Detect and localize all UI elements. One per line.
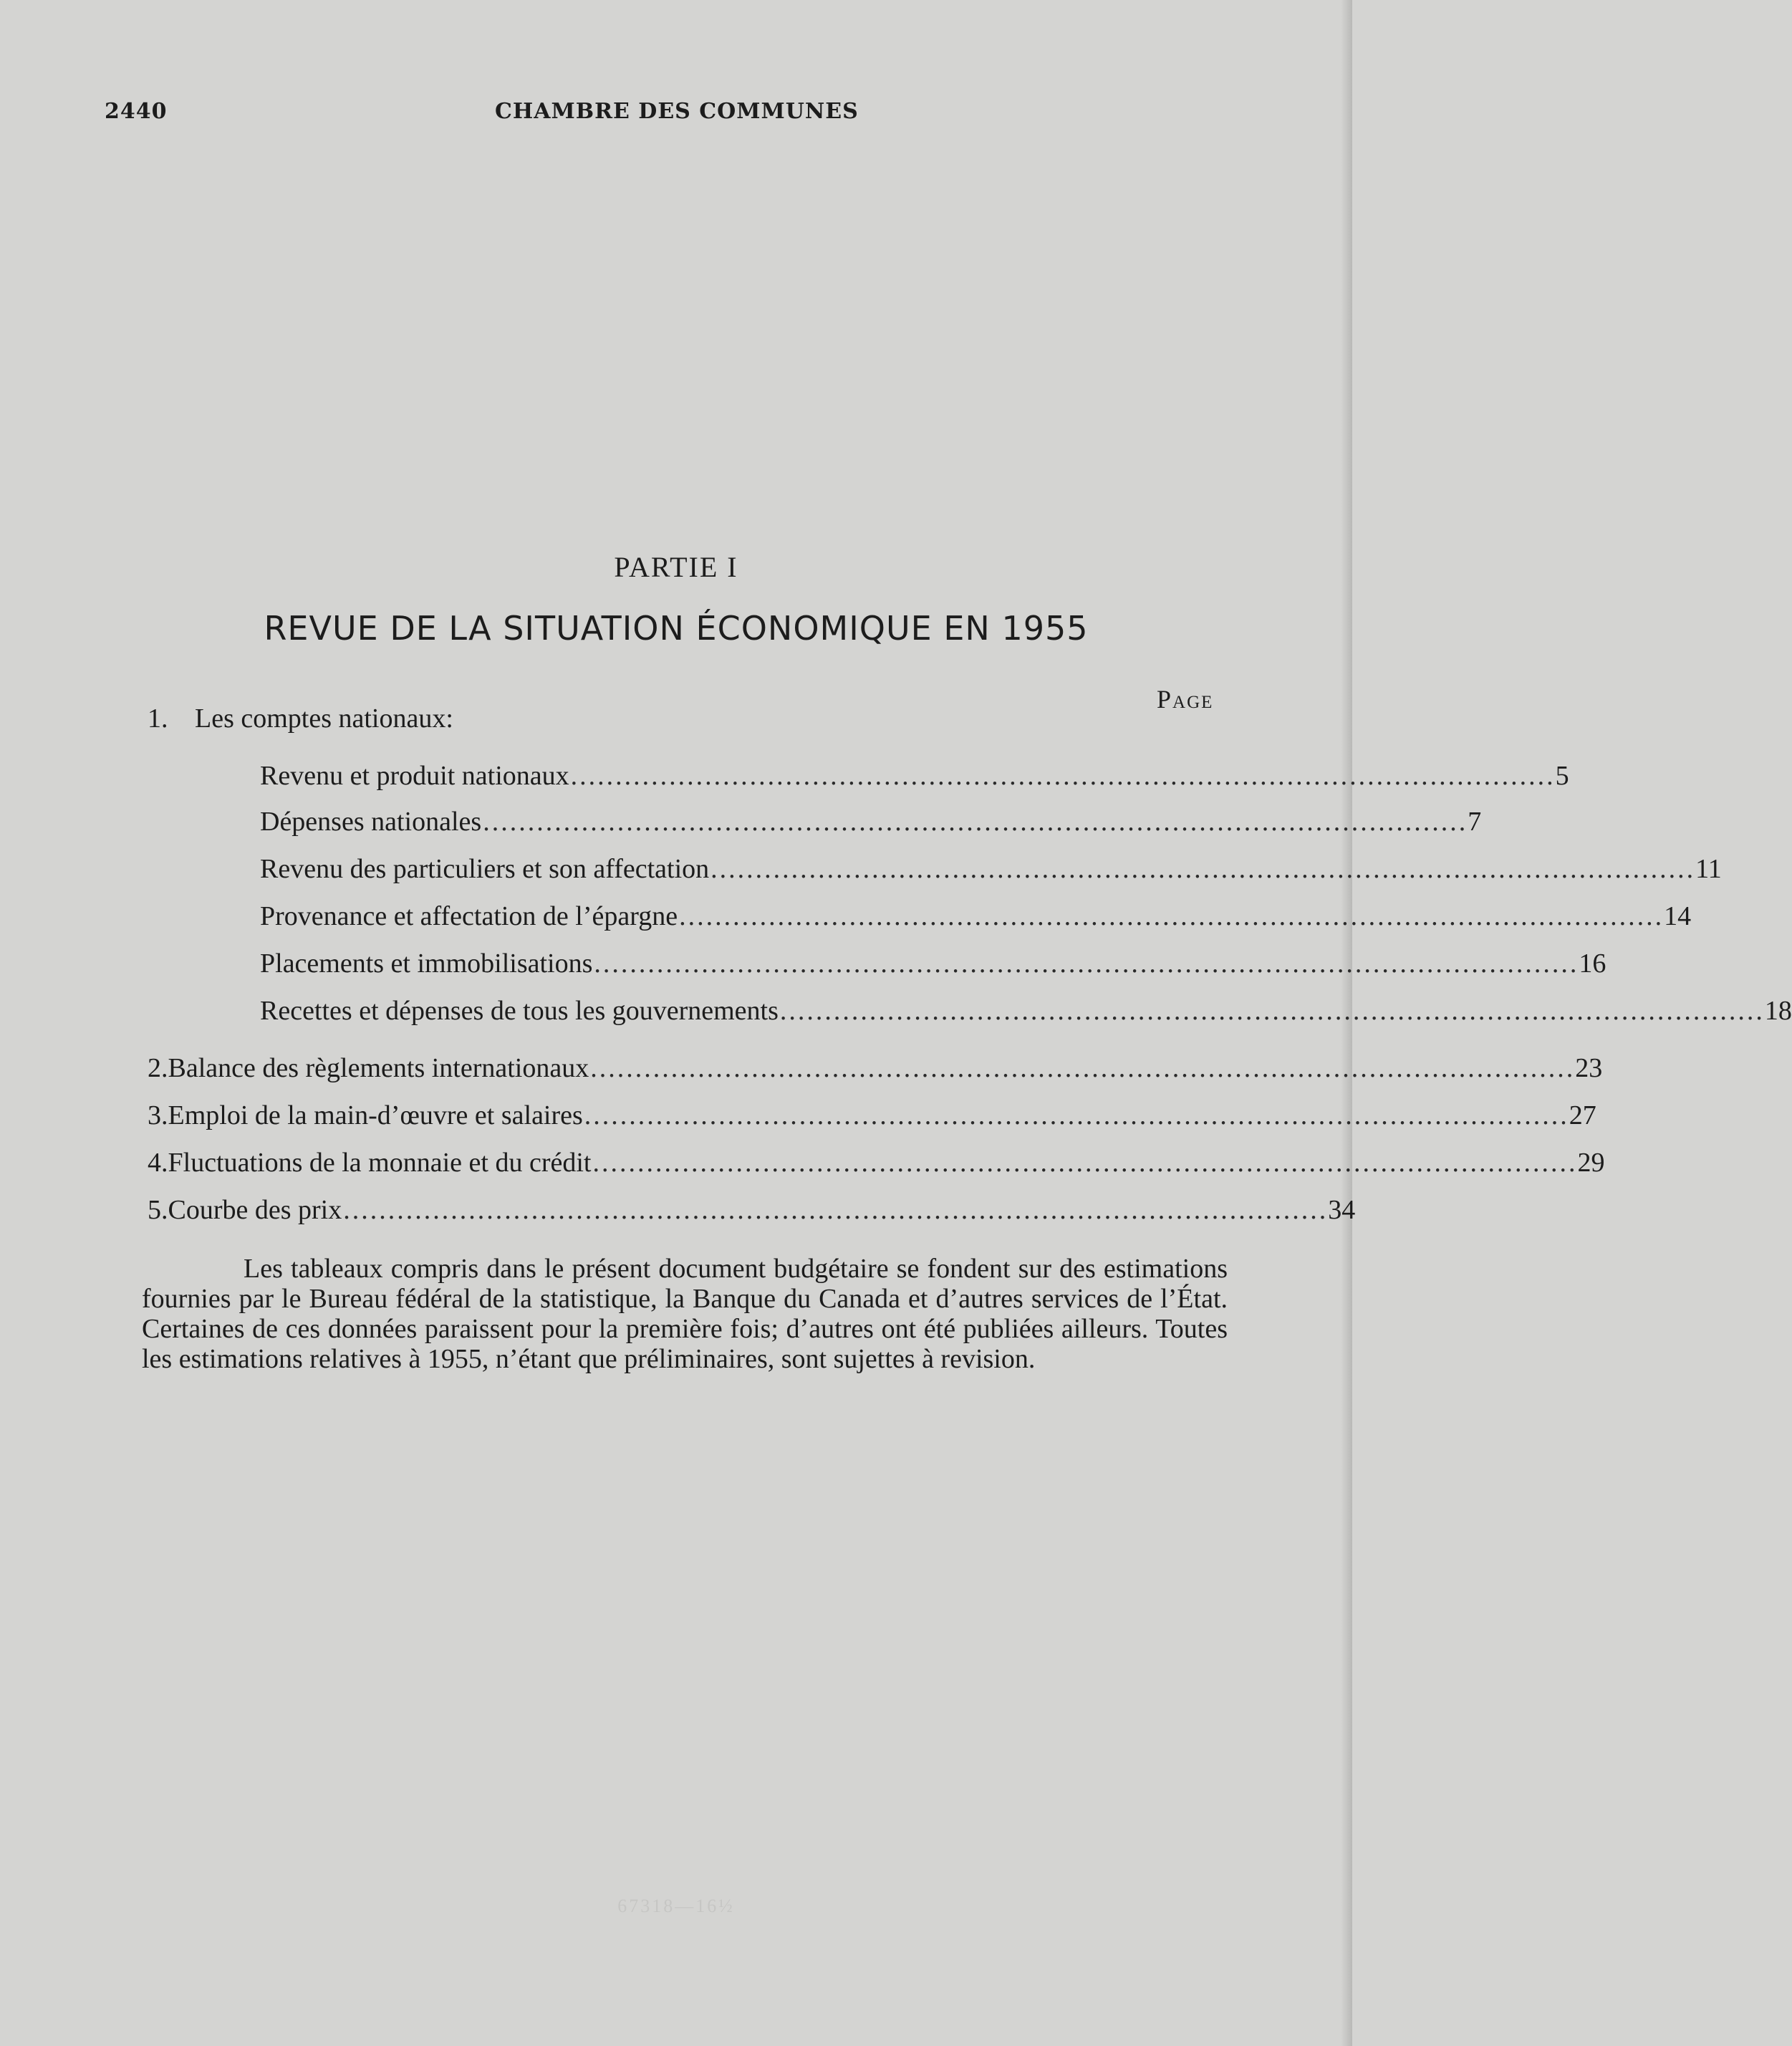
running-title: CHAMBRE DES COMMUNES <box>495 99 859 124</box>
toc-section-number: 4. <box>148 1148 168 1178</box>
toc-section-number: 1. <box>148 703 168 734</box>
footer-show-through: 67318—16½ <box>617 1896 735 1916</box>
toc-page-number: 34 <box>1328 1195 1356 1225</box>
toc-section-title: Balance des règlements internationaux <box>168 1053 589 1083</box>
toc-section-title: Courbe des prix <box>168 1195 342 1225</box>
toc-section-2 <box>148 1050 1603 1086</box>
toc-page-number: 7 <box>1468 807 1482 837</box>
toc-dot-leader: .............................................................................................................. <box>590 1053 1576 1083</box>
toc-section-3 <box>148 1098 1596 1133</box>
toc-section-5 <box>148 1192 1356 1228</box>
toc-subsection-title: Placements et immobilisations <box>260 948 593 979</box>
toc-page-number: 27 <box>1569 1100 1596 1130</box>
explanatory-note: Les tableaux compris dans le présent document budgétaire se fondent sur des estimations fournies par le Bureau fédéral de la statistique, la Banque du Canada et d’autres services de l’État. Certaines de ces données paraissent pour la première fois; d’autres ont été publiées ailleurs. Toutes les estimations relatives à 1955, n’étant que préliminaires, sont sujettes à revision. <box>142 1254 1228 1374</box>
toc-subsection-title: Revenu des particuliers et son affectation <box>260 854 710 884</box>
toc-subsection-title: Recettes et dépenses de tous les gouvernements <box>260 996 779 1026</box>
toc-dot-leader: .............................................................................................................. <box>570 761 1556 791</box>
toc-section-number: 2. <box>148 1053 168 1083</box>
toc-page-number: 14 <box>1664 901 1692 931</box>
toc-subsection <box>260 993 1792 1029</box>
page-column-label: Page <box>1157 685 1214 714</box>
toc-subsection <box>260 898 1692 934</box>
toc-page-number: 16 <box>1579 948 1606 979</box>
toc-dot-leader: .............................................................................................................. <box>584 1100 1569 1130</box>
toc-section-title: Les comptes nationaux: <box>195 703 453 734</box>
toc-section-4 <box>148 1145 1605 1181</box>
toc-section-1 <box>148 701 1229 736</box>
toc-dot-leader: .............................................................................................................. <box>483 807 1468 837</box>
running-header <box>105 99 878 132</box>
toc-dot-leader: .............................................................................................................. <box>594 948 1579 979</box>
toc-subsection <box>260 804 1482 840</box>
toc-page-number: 23 <box>1575 1053 1603 1083</box>
toc-section-title: Emploi de la main-d’œuvre et salaires <box>168 1100 583 1130</box>
toc-page-number: 11 <box>1695 854 1722 884</box>
toc-section-number: 3. <box>148 1100 168 1130</box>
toc-section-title: Fluctuations de la monnaie et du crédit <box>168 1148 592 1178</box>
toc-subsection <box>260 946 1606 981</box>
main-title: REVUE DE LA SITUATION ÉCONOMIQUE EN 1955 <box>264 609 1089 648</box>
toc-subsection <box>260 851 1722 887</box>
page-number: 2440 <box>105 99 168 124</box>
toc-subsection-title: Dépenses nationales <box>260 807 482 837</box>
toc-subsection <box>260 758 1569 794</box>
toc-dot-leader: .............................................................................................................. <box>710 854 1696 884</box>
toc-section-number: 5. <box>148 1195 168 1225</box>
toc-dot-leader: .............................................................................................................. <box>592 1148 1578 1178</box>
toc-dot-leader: .............................................................................................................. <box>343 1195 1329 1225</box>
toc-subsection-title: Provenance et affectation de l’épargne <box>260 901 678 931</box>
toc-page-number: 18 <box>1764 996 1792 1026</box>
toc-dot-leader: .............................................................................................................. <box>679 901 1665 931</box>
toc-subsection-title: Revenu et produit nationaux <box>260 761 569 791</box>
toc-page-number: 29 <box>1577 1148 1605 1178</box>
toc-dot-leader: .............................................................................................................. <box>779 996 1765 1026</box>
toc-page-number: 5 <box>1555 761 1569 791</box>
part-label: PARTIE I <box>614 551 738 583</box>
